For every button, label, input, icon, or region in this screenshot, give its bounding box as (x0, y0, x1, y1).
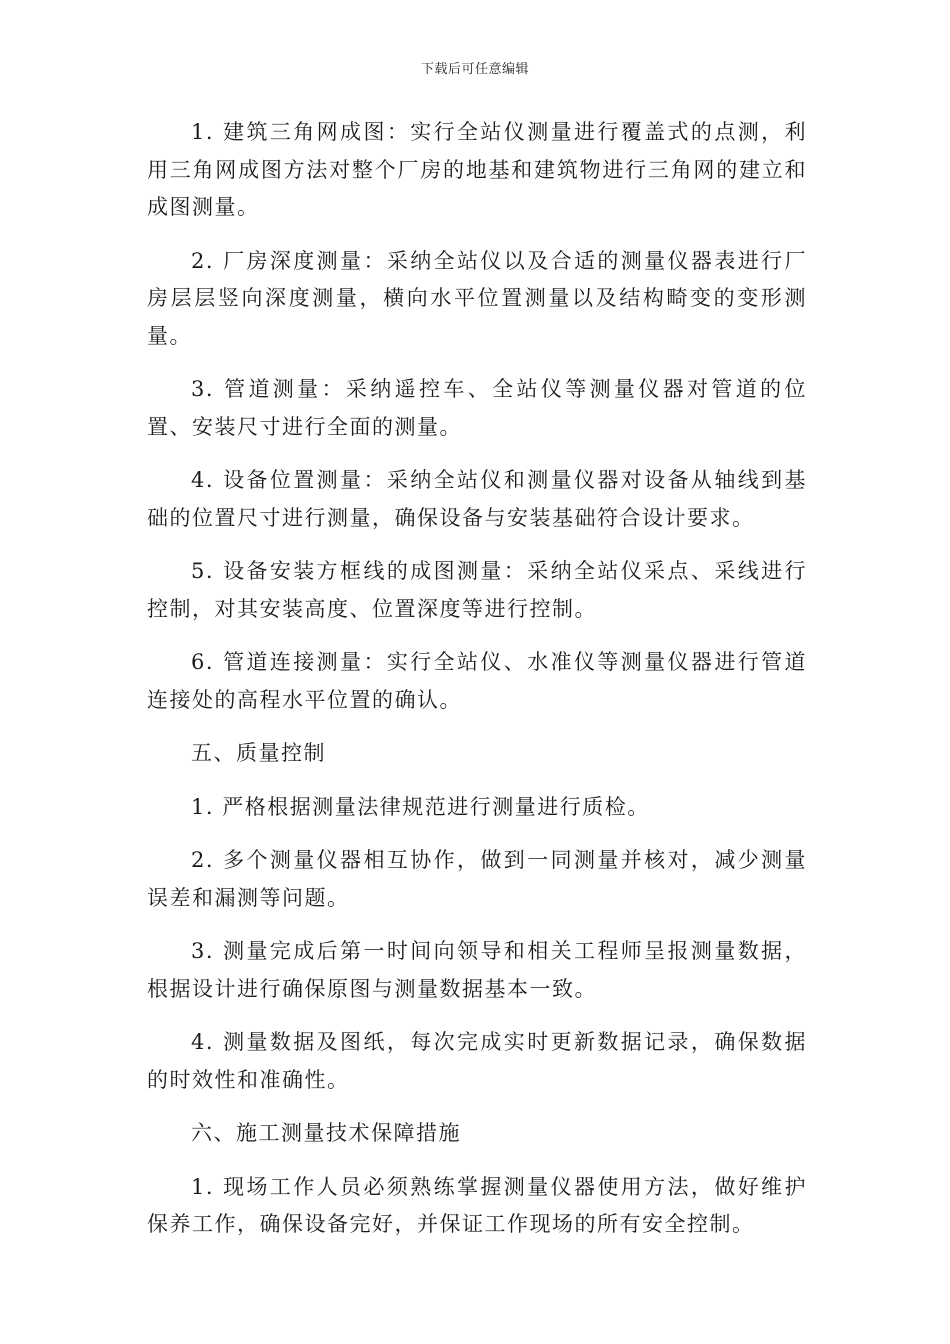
page-header-note: 下载后可任意编辑 (420, 62, 529, 77)
paragraph-triangulation-mapping: 1. 建筑三角网成图：实行全站仪测量进行覆盖式的点测，利用三角网成图方法对整个厂房的地基和建筑物进行三角网的建立和成图测量。 (147, 120, 807, 219)
paragraph-pipe-connection: 6. 管道连接测量：实行全站仪、水准仪等测量仪器进行管道连接处的高程水平位置的确认。 (147, 650, 807, 712)
section-heading-quality-control: 五、质量控制 (191, 741, 326, 765)
paragraph-quality-3: 3. 测量完成后第一时间向领导和相关工程师呈报测量数据，根据设计进行确保原图与测量数据基本一致。 (147, 939, 807, 1001)
paragraph-pipeline-measurement: 3. 管道测量：采纳遥控车、全站仪等测量仪器对管道的位置、安装尺寸进行全面的测量。 (147, 377, 807, 439)
section-heading-safeguards: 六、施工测量技术保障措施 (191, 1121, 461, 1145)
paragraph-quality-1: 1. 严格根据测量法律规范进行测量进行质检。 (191, 794, 650, 819)
paragraph-safeguards-1: 1. 现场工作人员必须熟练掌握测量仪器使用方法，做好维护保养工作，确保设备完好，并保证工作现场的所有安全控制。 (147, 1174, 807, 1236)
paragraph-quality-4: 4. 测量数据及图纸，每次完成实时更新数据记录，确保数据的时效性和准确性。 (147, 1030, 807, 1092)
paragraph-equipment-position: 4. 设备位置测量：采纳全站仪和测量仪器对设备从轴线到基础的位置尺寸进行测量，确保设备与安装基础符合设计要求。 (147, 468, 807, 530)
document-body (147, 114, 807, 1260)
paragraph-frame-line-mapping: 5. 设备安装方框线的成图测量：采纳全站仪采点、采线进行控制，对其安装高度、位置深度等进行控制。 (147, 559, 807, 621)
paragraph-quality-2: 2. 多个测量仪器相互协作，做到一同测量并核对，减少测量误差和漏测等问题。 (147, 848, 807, 910)
paragraph-depth-measurement: 2. 厂房深度测量：采纳全站仪以及合适的测量仪器表进行厂房层层竖向深度测量，横向水平位置测量以及结构畸变的变形测量。 (147, 248, 807, 348)
